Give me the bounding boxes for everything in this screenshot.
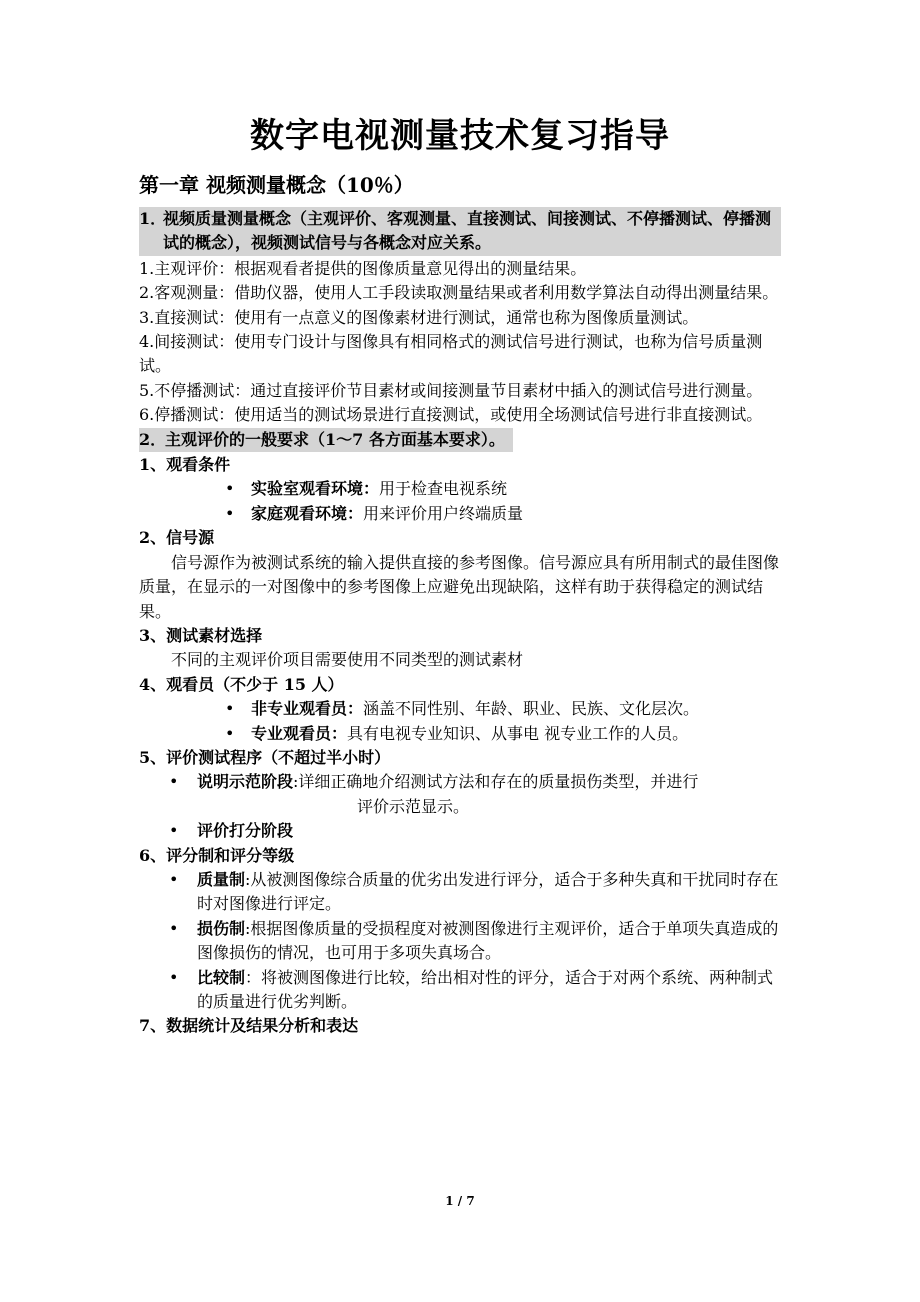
item-4-list xyxy=(139,697,781,746)
list-item xyxy=(139,502,781,526)
item-6-list xyxy=(139,868,781,1014)
list-item-desc: 用于检查电视系统 xyxy=(379,479,508,499)
list-item-term: 质量制 xyxy=(197,869,246,889)
list-item-desc: :从被测图像综合质量的优劣出发进行评分，适合于多种失真和干扰同时存在时对图像进行评定。 xyxy=(197,869,779,914)
list-item-term: 家庭观看环境： xyxy=(251,503,364,523)
bullet-icon: • xyxy=(169,772,179,792)
bullet-icon: • xyxy=(225,723,235,743)
list-item xyxy=(139,917,781,966)
list-item-term: 非专业观看员： xyxy=(251,699,364,719)
definition-out-of-service: 6.停播测试：使用适当的测试场景进行直接测试，或使用全场测试信号进行非直接测试。 xyxy=(139,405,763,425)
bullet-icon: • xyxy=(169,869,179,889)
item-4-heading: 4、观看员（不少于 15 人） xyxy=(139,674,344,694)
definition-objective: 2.客观测量：借助仪器，使用人工手段读取测量结果或者利用数学算法自动得出测量结果。 xyxy=(139,283,779,303)
page-number: 1 / 7 xyxy=(445,1194,475,1208)
list-item-desc: 涵盖不同性别、年龄、职业、民族、文化层次。 xyxy=(363,699,700,719)
list-item xyxy=(139,819,781,843)
list-item xyxy=(139,770,781,819)
list-item-desc: 具有电视专业知识、从事电 视专业工作的人员。 xyxy=(347,723,689,743)
item-7-heading: 7、数据统计及结果分析和表达 xyxy=(139,1016,359,1036)
item-5-heading: 5、评价测试程序（不超过半小时） xyxy=(139,747,391,767)
item-1-heading: 1、观看条件 xyxy=(139,455,231,475)
document-title: 数字电视测量技术复习指导 xyxy=(250,116,670,156)
document-body xyxy=(139,207,781,1039)
list-item-desc-continued: 评价示范显示。 xyxy=(357,796,470,816)
item-6-heading: 6、评分制和评分等级 xyxy=(139,845,295,865)
list-item xyxy=(139,868,781,917)
item-3-body: 不同的主观评价项目需要使用不同类型的测试素材 xyxy=(171,650,524,670)
bullet-icon: • xyxy=(169,821,179,841)
bullet-icon: • xyxy=(225,699,235,719)
definition-subjective: 1.主观评价：根据观看者提供的图像质量意见得出的测量结果。 xyxy=(139,258,587,278)
bullet-icon: • xyxy=(169,967,179,987)
definition-direct: 3.直接测试：使用有一点意义的图像素材进行测试，通常也称为图像质量测试。 xyxy=(139,307,699,327)
bullet-icon: • xyxy=(225,503,235,523)
list-item xyxy=(139,697,781,721)
definition-in-service: 5.不停播测试：通过直接评价节目素材或间接测量节目素材中插入的测试信号进行测量。 xyxy=(139,380,763,400)
section-1-text: 视频质量测量概念（主观评价、客观测量、直接测试、间接测试、不停播测试、停播测试的概念），视频测试信号与各概念对应关系。 xyxy=(163,209,772,253)
section-2-text: 主观评价的一般要求（1～7 各方面基本要求）。 xyxy=(165,429,505,449)
list-item-term: 说明示范阶段 xyxy=(197,772,294,792)
chapter-heading: 第一章 视频测量概念（10％） xyxy=(139,173,414,197)
list-item-term: 评价打分阶段 xyxy=(197,821,294,841)
list-item-desc: :详细正确地介绍测试方法和存在的质量损伤类型，并进行 xyxy=(293,772,699,792)
list-item-term: 损伤制 xyxy=(197,918,246,938)
item-1-list xyxy=(139,477,781,526)
section-1-number: 1． xyxy=(139,209,167,228)
list-item-desc: :根据图像质量的受损程度对被测图像进行主观评价，适合于单项失真造成的图像损伤的情况，也可用于多项失真场合。 xyxy=(197,918,779,963)
list-item-desc: 用来评价用户终端质量 xyxy=(363,503,524,523)
item-3-heading: 3、测试素材选择 xyxy=(139,625,263,645)
item-2-heading: 2、信号源 xyxy=(139,528,215,548)
list-item-term: 专业观看员： xyxy=(251,723,348,743)
list-item xyxy=(139,966,781,1015)
list-item-desc: ：将被测图像进行比较，给出相对性的评分，适合于对两个系统、两种制式的质量进行优劣判断。 xyxy=(197,967,774,1011)
item-2-body: 信号源作为被测试系统的输入提供直接的参考图像。信号源应具有所用制式的最佳图像质量，在显示的一对图像中的参考图像上应避免出现缺陷，这样有助于获得稳定的测试结果。 xyxy=(139,552,780,621)
definition-indirect: 4.间接测试：使用专门设计与图像具有相同格式的测试信号进行测试，也称为信号质量测试。 xyxy=(139,332,763,376)
list-item xyxy=(139,477,781,501)
list-item xyxy=(139,722,781,746)
section-2-number: 2． xyxy=(139,429,167,449)
bullet-icon: • xyxy=(225,479,235,499)
list-item-term: 实验室观看环境： xyxy=(251,479,380,499)
bullet-icon: • xyxy=(169,918,179,938)
list-item-term: 比较制 xyxy=(197,967,246,987)
item-5-list xyxy=(139,770,781,843)
section-1-heading xyxy=(139,207,781,256)
section-2-heading xyxy=(139,428,513,452)
